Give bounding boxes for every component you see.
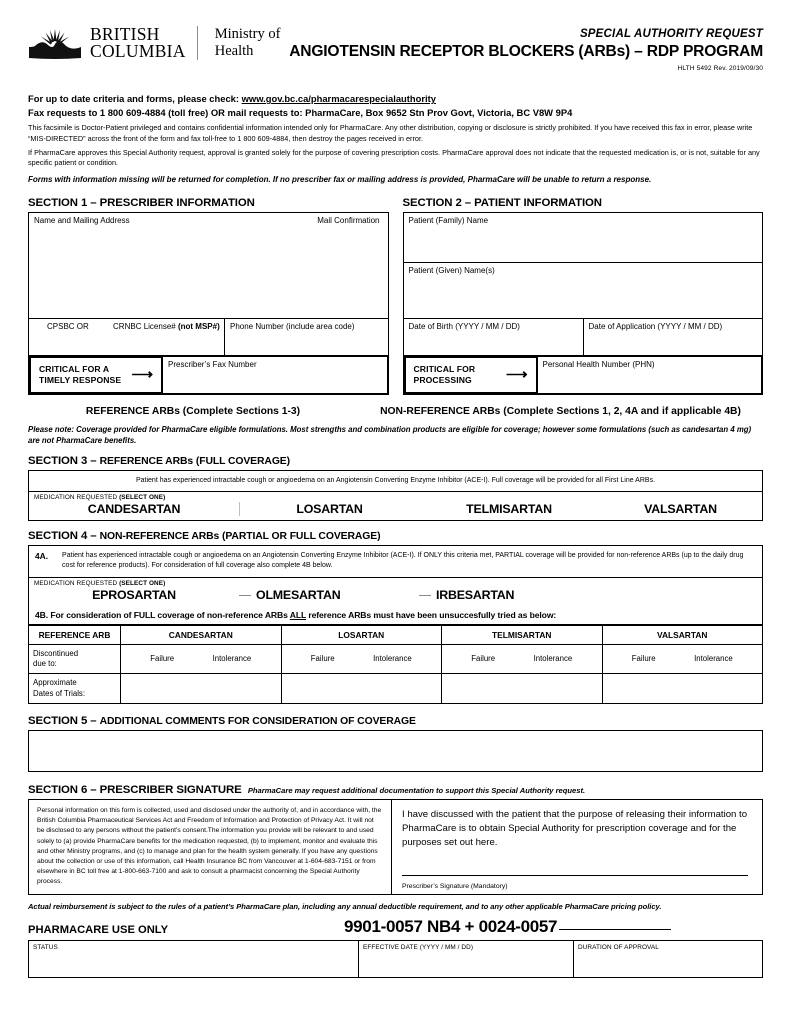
col-header-candesartan: CANDESARTAN	[121, 625, 282, 644]
reference-type-headings	[28, 406, 763, 417]
col-header-reference-arb: REFERENCE ARB	[29, 625, 121, 644]
critical-proc-line-2: PROCESSING	[413, 374, 472, 385]
license-field[interactable]	[29, 319, 225, 355]
section-4-heading	[28, 530, 763, 542]
stamp-number-text: 9901-0057 NB4 + 0024-0057	[344, 916, 558, 936]
section-5-heading	[28, 715, 763, 727]
privilege-paragraph: This facsimile is Doctor-Patient privileged and contains confidential information intended only for PharmaCare. Any other distribution, copying or disclosure is strictly prohibited. If you have received this fax in error, please write “MIS-DIRECTED” across the front of the form and fax toll-free to 1 800 609-4884, then destroy the pages received in error.	[28, 123, 753, 143]
section-4-heading-sub: NON-REFERENCE ARBs (PARTIAL OR FULL COVERAGE)	[99, 530, 381, 542]
med-option-label: TELMISARTAN	[466, 501, 552, 516]
item-4a-text: Patient has experienced intractable cough or angioedema on an Angiotensin Converting Enzyme Inhibitor (ACE-I). If ONLY this criteria met, PARTIAL coverage will be provided for non-reference ARBs (up to the daily drug cost for reference products). For consideration of full coverage also complete 4B below.	[62, 551, 744, 569]
ministry-line-1: Ministry of	[214, 26, 281, 43]
section-6-heading-note: PharmaCare may request additional documentation to support this Special Authority request.	[247, 786, 586, 796]
critical-phn-row	[404, 356, 763, 394]
med-option-irbesartan[interactable]	[419, 588, 762, 602]
cell-valsartan-dates[interactable]	[602, 674, 763, 704]
critical-fax-row	[29, 356, 388, 394]
section-3-criteria-text: Patient has experienced intractable cough or angioedema on an Angiotensin Converting Enzyme Inhibitor (ACE-I). Full coverage will be provided for all First Line ARBs.	[135, 477, 656, 485]
crnbc-label: CRNBC License#	[113, 321, 178, 331]
failure-option[interactable]: Failure	[310, 654, 335, 664]
bc-wordmark	[90, 26, 186, 60]
section-4a-medication-block	[28, 577, 763, 606]
arrow-right-icon: ⟶	[505, 366, 528, 384]
item-4a-label: 4A.	[35, 550, 49, 561]
row-label-discontinued	[29, 644, 121, 673]
pharmacare-use-row	[28, 917, 763, 937]
signature-section	[28, 799, 763, 895]
critical-line-1: CRITICAL FOR A	[39, 364, 110, 375]
checkbox-line-icon	[239, 595, 251, 596]
med-option-label: CANDESARTAN	[87, 501, 181, 516]
section-4a-criteria-row	[28, 545, 763, 577]
med-option-eprosartan[interactable]	[29, 588, 239, 602]
table-row	[29, 644, 763, 673]
family-name-field[interactable]	[404, 213, 763, 263]
bc-gov-logo	[28, 26, 280, 60]
section-1-box	[28, 212, 389, 395]
section-4a-med-requested-label	[29, 578, 762, 587]
section-3-medication-options	[29, 501, 762, 520]
form-code: HLTH 5492 Rev. 2019/09/30	[677, 65, 763, 72]
reimbursement-note: Actual reimbursement is subject to the rules of a patient’s PharmaCare plan, including any annual deductible requirement, and to any other applicable PharmaCare pricing policy.	[28, 901, 662, 911]
status-field[interactable]	[29, 941, 359, 977]
fax-mail-line: Fax requests to 1 800 609-4884 (toll free) OR mail requests to: PharmaCare, Box 9652 Stn Prov Govt, Victoria, BC V8W 9P4	[28, 106, 573, 118]
section-3-heading-sub: REFERENCE ARBs (FULL COVERAGE)	[99, 456, 290, 468]
section-2-column	[403, 197, 764, 395]
please-note-text: Please note: Coverage provided for PharmaCare eligible formulations. Most strengths and combination products are eligible for coverage; however some formulations (such as candesartan 4 mg) are not PharmaCare benefits.	[28, 424, 752, 446]
form-title-block	[289, 26, 763, 72]
med-option-candesartan[interactable]	[29, 502, 239, 516]
section-1-heading: SECTION 1 – PRESCRIBER INFORMATION	[28, 196, 255, 209]
consent-statement: I have discussed with the patient that the purpose of releasing their information to PharmaCare is to obtain Special Authority for prescription coverage and for the purposes set out here.	[402, 809, 748, 848]
section-3-criteria-row	[28, 470, 763, 490]
section-4a-medication-options	[29, 587, 762, 606]
dob-field[interactable]	[404, 319, 584, 355]
not-msp-label: (not MSP#)	[177, 321, 220, 331]
med-option-olmesartan[interactable]	[239, 588, 419, 602]
section-3-medication-block	[28, 491, 763, 521]
section-6-heading-text: SECTION 6 – PRESCRIBER SIGNATURE	[28, 784, 242, 797]
phn-label: Personal Health Number (PHN)	[542, 359, 655, 369]
reference-arbs-heading: REFERENCE ARBs (Complete Sections 1-3)	[85, 405, 301, 417]
cell-telmisartan-discontinued[interactable]	[442, 644, 603, 673]
phn-field[interactable]	[538, 356, 763, 394]
med-option-label: VALSARTAN	[644, 501, 717, 516]
mail-confirmation-label: Mail Confirmation	[317, 215, 380, 225]
cell-candesartan-discontinued[interactable]	[121, 644, 282, 673]
family-name-label: Patient (Family) Name	[408, 215, 489, 225]
section-4-heading-main: SECTION 4 –	[28, 529, 100, 542]
fax-label: Prescriber’s Fax Number	[168, 359, 257, 369]
logo-divider	[197, 26, 198, 60]
dates-line-2: Dates of Trials:	[33, 688, 85, 698]
pharmacare-use-table	[28, 940, 763, 978]
cell-losartan-discontinued[interactable]	[281, 644, 442, 673]
ministry-line-2: Health	[214, 43, 254, 59]
med-requested-text: MEDICATION REQUESTED	[34, 493, 120, 501]
signature-line[interactable]	[402, 875, 748, 876]
med-requested-text: MEDICATION REQUESTED	[34, 579, 120, 587]
failure-option[interactable]: Failure	[471, 654, 496, 664]
privacy-notice: Personal information on this form is collected, used and disclosed under the authority of, and in accordance with, the British Columbia Pharmaceutical Services Act and Freedom of Information and Protection of Privacy Act. It will not be disclosed to any persons without the patient's consent.The information you provide will be relevant to and used solely to (a) provide PharmaCare benefits for the medication requested, (b) to implement, monitor and evaluate this and other Ministry programs, and (c) to manage and plan for the health system generally. If you have any questions about the collection or use of this information, call Health Insurance BC from Vancouver at 1-604-683-7151 or from elsewhere in BC toll free at 1-800-663-7100 and ask to consult a pharmacist concerning the Special Authority process.	[29, 800, 392, 894]
doa-label: Date of Application (YYYY / MM / DD)	[588, 321, 723, 331]
cell-valsartan-discontinued[interactable]	[602, 644, 763, 673]
intro-block	[28, 92, 763, 185]
dates-line-1: Approximate	[33, 678, 77, 688]
med-option-label: LOSARTAN	[296, 501, 363, 516]
col-header-losartan: LOSARTAN	[281, 625, 442, 644]
section-2-box	[403, 212, 764, 395]
failure-option[interactable]: Failure	[150, 654, 175, 664]
dates-row	[404, 319, 763, 356]
section-3-heading	[28, 455, 763, 467]
section-2-heading: SECTION 2 – PATIENT INFORMATION	[402, 196, 602, 209]
discontinued-line-2: due to:	[33, 658, 57, 668]
critical-timely-response-badge	[29, 356, 163, 394]
item-4b-suffix: reference ARBs must have been unsuccesfully tried as below:	[306, 609, 557, 620]
select-one-text: (SELECT ONE)	[119, 493, 166, 501]
non-reference-arbs-heading: NON-REFERENCE ARBs (Complete Sections 1, 2, 4A and if applicable 4B)	[380, 405, 741, 417]
ministry-wordmark	[215, 26, 281, 59]
duration-field[interactable]	[574, 941, 762, 977]
cpsbc-label: CPSBC OR	[47, 321, 89, 331]
critical-processing-badge	[404, 356, 538, 394]
bc-sun-mountain-icon	[28, 26, 82, 60]
signature-caption: Prescriber’s Signature (Mandatory)	[402, 882, 508, 890]
approval-paragraph: If PharmaCare approves this Special Authority request, approval is granted solely for the purpose of covering prescription costs. PharmaCare approval does not indicate that the requested medication is, or is not, suitable for any specific patient or condition.	[28, 147, 760, 168]
intolerance-option[interactable]: Intolerance	[373, 654, 412, 664]
dob-label: Date of Birth (YYYY / MM / DD)	[408, 321, 520, 331]
med-option-label: OLMESARTAN	[256, 587, 341, 602]
checkbox-line-icon	[419, 595, 431, 596]
intolerance-option[interactable]: Intolerance	[212, 654, 252, 664]
item-4b-prefix: 4B. For consideration of FULL coverage of non-reference ARBs	[35, 609, 290, 620]
med-option-label: IRBESARTAN	[436, 587, 515, 602]
status-label: STATUS	[33, 943, 58, 951]
effective-date-label: EFFECTIVE DATE (YYYY / MM / DD)	[363, 943, 474, 951]
effective-date-field[interactable]	[359, 941, 574, 977]
discontinued-line-1: Discontinued	[33, 648, 79, 658]
missing-info-warning: Forms with information missing will be returned for completion. If no prescriber fax or mailing address is provided, PharmaCare will be unable to return a response.	[28, 174, 652, 184]
page-title: ANGIOTENSIN RECEPTOR BLOCKERS (ARBs) – RDP PROGRAM	[289, 43, 763, 60]
cell-telmisartan-dates[interactable]	[442, 674, 603, 704]
criteria-line	[28, 92, 763, 106]
section-1-column	[28, 197, 389, 395]
signature-area	[392, 800, 762, 894]
intolerance-option[interactable]: Intolerance	[694, 654, 733, 664]
duration-label: DURATION OF APPROVAL	[578, 943, 659, 951]
name-address-field[interactable]	[29, 213, 388, 319]
page-header	[28, 26, 763, 84]
logo-line-columbia: COLUMBIA	[90, 41, 186, 61]
critical-line-2: TIMELY RESPONSE	[39, 374, 122, 385]
med-option-losartan[interactable]	[239, 502, 419, 516]
stamp-number	[344, 917, 671, 937]
table-row	[29, 674, 763, 704]
prescriber-patient-columns	[28, 197, 763, 395]
given-name-label: Patient (Given) Name(s)	[408, 265, 495, 275]
special-authority-label: SPECIAL AUTHORITY REQUEST	[579, 28, 763, 40]
special-authority-url[interactable]: www.gov.bc.ca/pharmacarespecialauthority	[241, 93, 436, 104]
logo-line-british: BRITISH	[90, 24, 160, 45]
given-name-field[interactable]	[404, 263, 763, 319]
section-6-heading	[28, 784, 763, 796]
med-option-telmisartan[interactable]	[419, 502, 599, 516]
intolerance-option[interactable]: Intolerance	[533, 654, 573, 664]
name-address-label: Name and Mailing Address	[34, 215, 130, 225]
application-date-field[interactable]	[584, 319, 763, 355]
med-option-valsartan[interactable]	[599, 502, 762, 516]
item-4b-all-emphasis: ALL	[289, 609, 307, 620]
arrow-right-icon: ⟶	[131, 366, 153, 384]
col-header-telmisartan: TELMISARTAN	[442, 625, 603, 644]
item-4b-title	[28, 606, 763, 625]
table-header-row	[29, 625, 763, 644]
select-one-text: (SELECT ONE)	[119, 579, 166, 587]
col-header-valsartan: VALSARTAN	[602, 625, 763, 644]
pharmacare-use-only-label: PHARMACARE USE ONLY	[28, 923, 169, 936]
section-5-heading-sub: ADDITIONAL COMMENTS FOR CONSIDERATION OF COVERAGE	[99, 716, 416, 728]
additional-comments-field[interactable]	[28, 730, 763, 772]
row-label-dates	[29, 674, 121, 704]
failure-option[interactable]: Failure	[631, 654, 656, 664]
section-3-heading-main: SECTION 3 –	[28, 455, 100, 468]
stamp-blank-line[interactable]	[559, 929, 671, 930]
section-5-heading-main: SECTION 5 –	[28, 715, 100, 728]
phone-field[interactable]	[225, 319, 388, 355]
section-4a-criteria	[29, 546, 762, 577]
critical-proc-line-1: CRITICAL FOR	[413, 364, 476, 375]
cell-candesartan-dates[interactable]	[121, 674, 282, 704]
criteria-prefix: For up to date criteria and forms, please check:	[28, 93, 242, 104]
fax-field[interactable]	[163, 356, 388, 394]
med-option-label: EPROSARTAN	[92, 587, 176, 602]
phone-label: Phone Number (include area code)	[230, 321, 355, 331]
license-phone-row	[29, 319, 388, 356]
section-3-med-requested-label	[29, 492, 762, 501]
section-4b-table	[28, 625, 763, 704]
cell-losartan-dates[interactable]	[281, 674, 442, 704]
